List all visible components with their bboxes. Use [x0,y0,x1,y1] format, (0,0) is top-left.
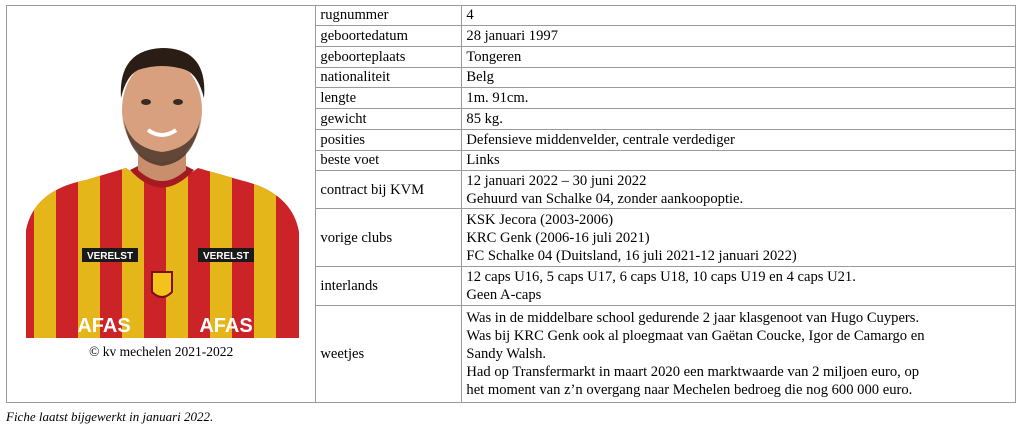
info-row [316,109,1015,130]
info-value [462,209,1015,266]
info-value [462,306,1015,402]
info-key: gewicht [316,109,462,130]
player-card [6,5,1016,403]
info-value-line: 12 januari 2022 – 30 juni 2022 [466,172,647,189]
info-row [316,306,1015,402]
info-key: posities [316,130,462,151]
info-value [462,130,1015,151]
info-value [462,88,1015,109]
info-key: contract bij KVM [316,170,462,209]
sponsor-sleeve-text: VERELST [202,251,250,262]
info-key: geboortedatum [316,25,462,46]
info-value-line: 4 [466,7,474,24]
player-photo [26,20,299,338]
info-key: weetjes [316,306,462,402]
info-value [462,170,1015,209]
info-row [316,209,1015,266]
info-value-line: 12 caps U16, 5 caps U17, 6 caps U18, 10 caps U19 en 4 caps U21. [466,269,856,286]
info-row [316,46,1015,67]
info-value [462,6,1015,25]
info-value-line: FC Schalke 04 (Duitsland, 16 juli 2021-12 januari 2022) [466,247,797,264]
info-key: interlands [316,266,462,306]
info-value [462,109,1015,130]
info-value-line: Had op Transfermarkt in maart 2020 een marktwaarde van 2 miljoen euro, op [466,364,920,381]
info-value-line: Was bij KRC Genk ook al ploegmaat van Gaëtan Coucke, Igor de Camargo en [466,328,925,345]
info-value-line: KSK Jecora (2003-2006) [466,211,614,228]
photo-caption: © kv mechelen 2021-2022 [89,344,234,359]
info-key: geboorteplaats [316,46,462,67]
info-row [316,67,1015,88]
photo-cell [7,6,316,402]
sponsor-bottom-right: AFAS [199,315,253,337]
info-row [316,25,1015,46]
info-value [462,266,1015,306]
info-value-line: Was in de middelbare school gedurende 2 jaar klasgenoot van Hugo Cuypers. [466,310,920,327]
info-row [316,6,1015,25]
info-value-line: Geen A-caps [466,287,542,304]
info-value [462,150,1015,170]
info-table [316,6,1015,402]
info-key: lengte [316,88,462,109]
info-value [462,67,1015,88]
info-key: beste voet [316,150,462,170]
footnote: Fiche laatst bijgewerkt in januari 2022. [6,409,214,424]
info-value-line: Belg [466,69,494,86]
info-key: rugnummer [316,6,462,25]
info-value-line: 85 kg. [466,111,503,128]
info-row [316,88,1015,109]
sponsor-bottom-left: AFAS [77,315,131,337]
info-value-line: KRC Genk (2006-16 juli 2021) [466,229,650,246]
info-value-line: Tongeren [466,48,522,65]
info-row [316,130,1015,151]
info-value-line: het moment van z’n overgang naar Mechelen bedroeg die nog 600 000 euro. [466,382,913,399]
info-row [316,150,1015,170]
info-key: nationaliteit [316,67,462,88]
info-key: vorige clubs [316,209,462,266]
info-value-line: Gehuurd van Schalke 04, zonder aankoopoptie. [466,190,744,207]
info-value [462,46,1015,67]
info-value-line: 28 januari 1997 [466,27,558,44]
info-row [316,170,1015,209]
info-value-line: 1m. 91cm. [466,90,529,107]
info-row [316,266,1015,306]
info-value-line: Sandy Walsh. [466,346,547,363]
sponsor-chest-text: VERELST [86,251,134,262]
info-value-line: Defensieve middenvelder, centrale verdediger [466,132,735,149]
info-value-line: Links [466,152,500,169]
info-value [462,25,1015,46]
